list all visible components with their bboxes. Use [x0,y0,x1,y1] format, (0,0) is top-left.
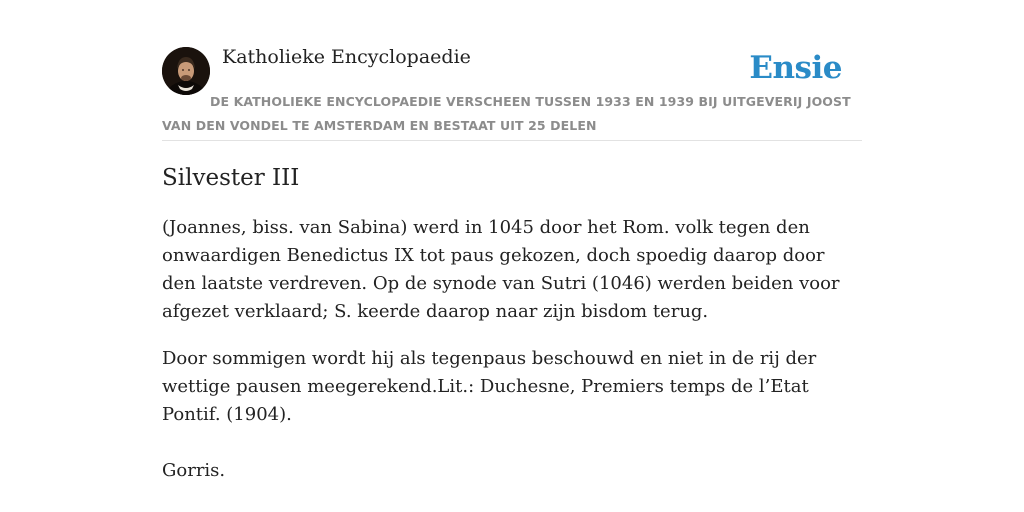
book-title[interactable]: Katholieke Encyclopaedie [222,46,471,68]
article [162,160,862,485]
brand-logo[interactable]: Ensie [749,50,842,86]
article-paragraph: Door sommigen wordt hij als tegenpaus beschouwd en niet in de rij der wettige pausen meegerekend.Lit.: Duchesne, Premiers temps de l’Etat Pontif. (1904). [162,348,817,425]
article-title: Silvester III [162,165,300,191]
article-paragraph: (Joannes, biss. van Sabina) werd in 1045 door het Rom. volk tegen den onwaardigen Benedictus IX tot paus gekozen, doch spoedig daarop door den laatste verdreven. Op de synode van Sutri (1046) werden beiden voor afgezet verklaard; S. keerde daarop naar zijn bisdom terug. [162,217,840,322]
book-description: DE KATHOLIEKE ENCYCLOPAEDIE VERSCHEEN TUSSEN 1933 EN 1939 BIJ UITGEVERIJ JOOST VAN DEN VONDEL TE AMSTERDAM EN BESTAAT UIT 25 DELEN [162,94,851,133]
author-signature: Gorris. [162,460,226,481]
portrait-image [162,47,210,95]
site-header [162,40,862,141]
portrait-avatar[interactable] [162,47,210,95]
